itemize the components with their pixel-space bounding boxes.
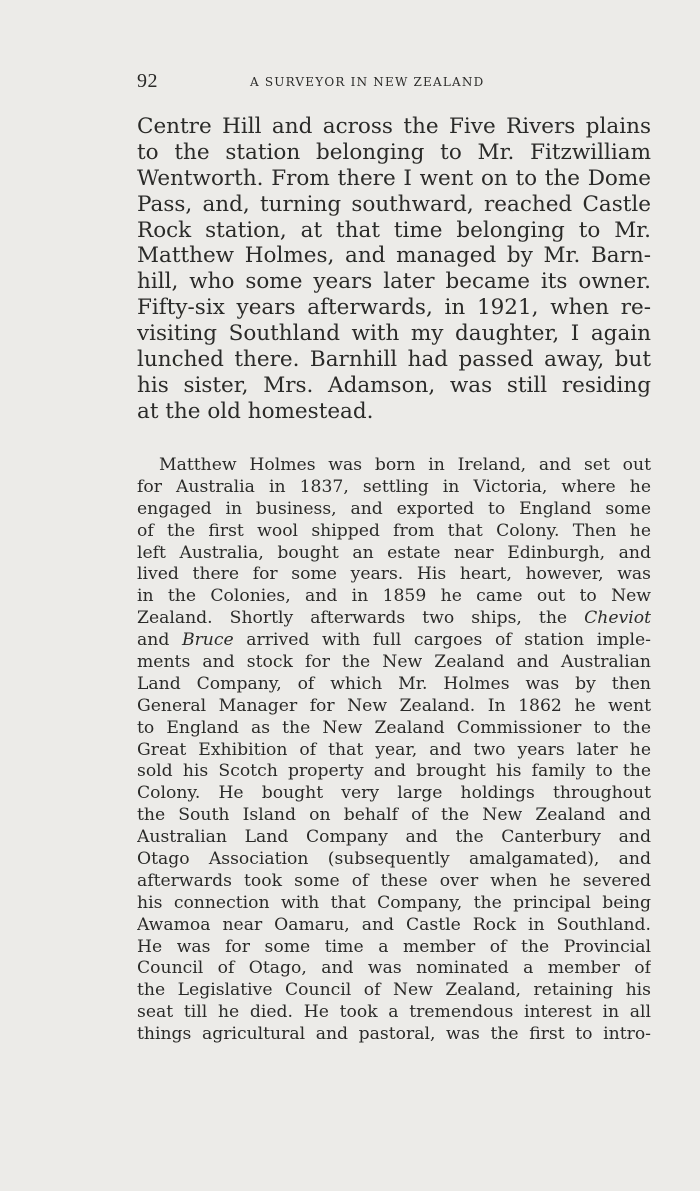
lead-line: his sister, Mrs. Adamson, was still residing: [137, 372, 651, 398]
note-line: of the first wool shipped from that Colony. Then he: [137, 520, 651, 541]
lead-line: Fifty-six years afterwards, in 1921, when re-: [137, 295, 651, 321]
note-line: Awamoa near Oamaru, and Castle Rock in Southland.: [137, 914, 651, 935]
note-line: lived there for some years. His heart, however, was: [137, 564, 651, 585]
note-line: ments and stock for the New Zealand and Australian: [137, 652, 651, 673]
lead-line: Rock station, at that time belonging to Mr.: [137, 217, 651, 243]
note-line: in the Colonies, and in 1859 he came out to New: [137, 586, 651, 607]
note-line: Great Exhibition of that year, and two years later he: [137, 739, 651, 760]
lead-paragraph: [137, 114, 651, 425]
note-line: afterwards took some of these over when he severed: [137, 870, 651, 891]
note-line: left Australia, bought an estate near Edinburgh, and: [137, 542, 651, 563]
lead-line: Centre Hill and across the Five Rivers plains: [137, 114, 651, 139]
lead-line: Wentworth. From there I went on to the Dome: [137, 165, 651, 191]
ship-name-bruce: Bruce: [181, 630, 234, 651]
running-head: [137, 70, 650, 96]
lead-line: hill, who some years later became its owner.: [137, 269, 651, 295]
note-line: to England as the New Zealand Commissioner to the: [137, 717, 651, 738]
note-line: engaged in business, and exported to England some: [137, 498, 651, 519]
note-line: sold his Scotch property and brought his family to the: [137, 761, 651, 782]
note-line: [137, 630, 651, 652]
note-line: Land Company, of which Mr. Holmes was by then: [137, 673, 651, 694]
note-line-text: arrived with full cargoes of station imple-: [233, 630, 651, 651]
lead-line: Matthew Holmes, and managed by Mr. Barn-: [137, 243, 651, 269]
note-line: [137, 608, 651, 630]
lead-line: at the old homestead.: [137, 398, 374, 424]
note-line: for Australia in 1837, settling in Victoria, where he: [137, 476, 651, 497]
note-line: Matthew Holmes was born in Ireland, and set out: [159, 455, 651, 475]
note-line: General Manager for New Zealand. In 1862 he went: [137, 695, 651, 716]
lead-line: to the station belonging to Mr. Fitzwilliam: [137, 139, 651, 165]
note-line-text: Zealand. Shortly afterwards two ships, the: [137, 608, 585, 629]
note-line: his connection with that Company, the principal being: [137, 892, 651, 913]
biographical-note: [137, 455, 651, 1046]
lead-line: visiting Southland with my daughter, I again: [137, 321, 651, 347]
note-line: Council of Otago, and was nominated a member of: [137, 958, 651, 979]
note-line: Otago Association (subsequently amalgamated), and: [137, 849, 651, 870]
lead-line: lunched there. Barnhill had passed away, but: [137, 347, 651, 373]
page-number: 92: [137, 70, 158, 92]
running-title: A SURVEYOR IN NEW ZEALAND: [250, 75, 485, 89]
note-line: the Legislative Council of New Zealand, retaining his: [137, 980, 651, 1001]
note-line-text: and: [137, 630, 182, 651]
note-line: the South Island on behalf of the New Zealand and: [137, 805, 651, 826]
note-line: Colony. He bought very large holdings throughout: [137, 783, 651, 804]
note-line: He was for some time a member of the Provincial: [137, 936, 651, 957]
ship-name-cheviot: Cheviot: [584, 608, 651, 629]
note-line: seat till he died. He took a tremendous interest in all: [137, 1002, 651, 1023]
note-line: things agricultural and pastoral, was the first to intro-: [137, 1024, 651, 1045]
lead-line: Pass, and, turning southward, reached Castle: [137, 191, 651, 217]
note-line: Australian Land Company and the Canterbury and: [137, 827, 651, 848]
